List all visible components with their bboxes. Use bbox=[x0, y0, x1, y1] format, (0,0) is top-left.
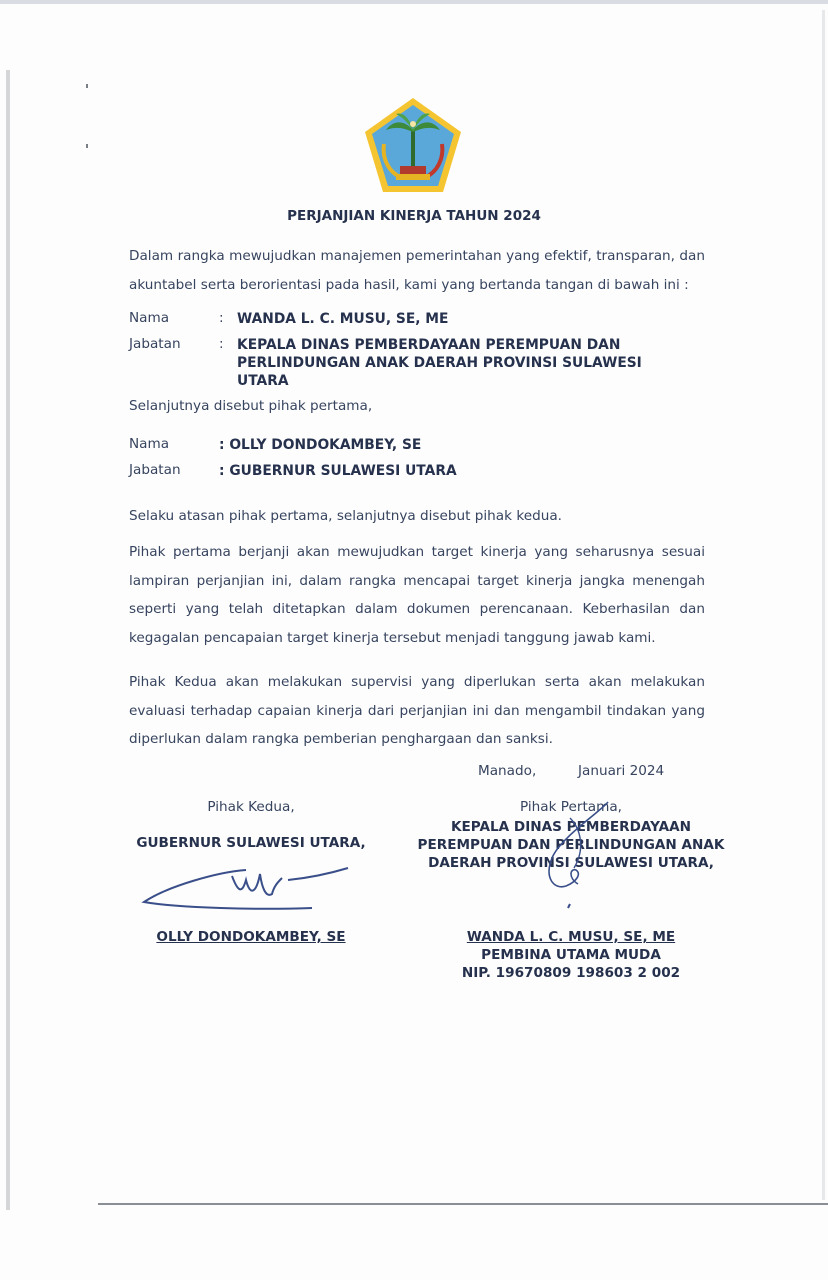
left-signer-title: GUBERNUR SULAWESI UTARA, bbox=[136, 835, 366, 851]
intro-paragraph: Dalam rangka mewujudkan manajemen pemerintahan yang efektif, transparan, dan akuntabel serta berorientasi pada hasil, kami yang bertanda tangan di bawah ini : bbox=[129, 248, 705, 293]
party-two-note: Selaku atasan pihak pertama, selanjutnya disebut pihak kedua. bbox=[129, 508, 562, 524]
party-one-position-separator: : bbox=[219, 336, 224, 352]
party-two-position-label: Jabatan bbox=[129, 462, 181, 478]
right-signer-name: WANDA L. C. MUSU, SE, ME bbox=[466, 929, 676, 945]
scan-edge-right bbox=[822, 10, 825, 1200]
right-signer-nip: NIP. 19670809 198603 2 002 bbox=[461, 965, 681, 981]
signing-place: Manado, bbox=[478, 763, 537, 779]
left-signature bbox=[138, 858, 360, 916]
signing-date: Januari 2024 bbox=[578, 763, 665, 779]
right-signer-role: Pihak Pertama, bbox=[519, 799, 623, 815]
left-signer-name: OLLY DONDOKAMBEY, SE bbox=[156, 929, 346, 945]
party-one-name-label: Nama bbox=[129, 310, 170, 326]
right-signer-title-line3: DAERAH PROVINSI SULAWESI UTARA, bbox=[428, 855, 714, 871]
party-one-note: Selanjutnya disebut pihak pertama, bbox=[129, 398, 373, 414]
party-one-position-line2: PERLINDUNGAN ANAK DAERAH PROVINSI SULAWESI bbox=[237, 355, 642, 371]
scan-edge-bottom bbox=[98, 1203, 828, 1205]
document-title: PERJANJIAN KINERJA TAHUN 2024 bbox=[287, 208, 541, 224]
party-one-name-separator: : bbox=[219, 310, 224, 326]
scan-speck bbox=[86, 144, 88, 148]
party-one-position-label: Jabatan bbox=[129, 336, 181, 352]
right-signer-title-line1: KEPALA DINAS PEMBERDAYAAN bbox=[450, 819, 692, 835]
party-one-position-line1: KEPALA DINAS PEMBERDAYAAN PEREMPUAN DAN bbox=[237, 337, 621, 353]
right-signer-rank: PEMBINA UTAMA MUDA bbox=[481, 947, 661, 963]
right-signature bbox=[530, 798, 620, 916]
party-one-name: WANDA L. C. MUSU, SE, ME bbox=[237, 311, 449, 327]
scan-edge-top bbox=[0, 0, 828, 4]
promise-paragraph: Pihak pertama berjanji akan mewujudkan target kinerja yang seharusnya sesuai lampiran perjanjian ini, dalam rangka mencapai target kinerja jangka menengah seperti yang telah ditetapkan dalam dokumen perencanaan. Keberhasilan dan kegagalan pencapaian target kinerja tersebut menjadi tanggung jawab kami. bbox=[129, 544, 705, 646]
party-two-name: : OLLY DONDOKAMBEY, SE bbox=[219, 437, 422, 453]
right-signer-title-line2: PEREMPUAN DAN PERLINDUNGAN ANAK bbox=[417, 837, 725, 853]
scan-speck bbox=[86, 84, 88, 88]
party-one-position-line3: UTARA bbox=[237, 373, 289, 389]
party-two-name-label: Nama bbox=[129, 436, 170, 452]
left-signer-role: Pihak Kedua, bbox=[207, 799, 295, 815]
party-two-position: : GUBERNUR SULAWESI UTARA bbox=[219, 463, 457, 479]
province-emblem-logo bbox=[362, 96, 464, 196]
scan-edge-left bbox=[6, 70, 10, 1210]
supervision-paragraph: Pihak Kedua akan melakukan supervisi yang diperlukan serta akan melakukan evaluasi terhadap capaian kinerja dari perjanjian ini dan mengambil tindakan yang diperlukan dalam rangka pemberian penghargaan dan sanksi. bbox=[129, 674, 705, 747]
